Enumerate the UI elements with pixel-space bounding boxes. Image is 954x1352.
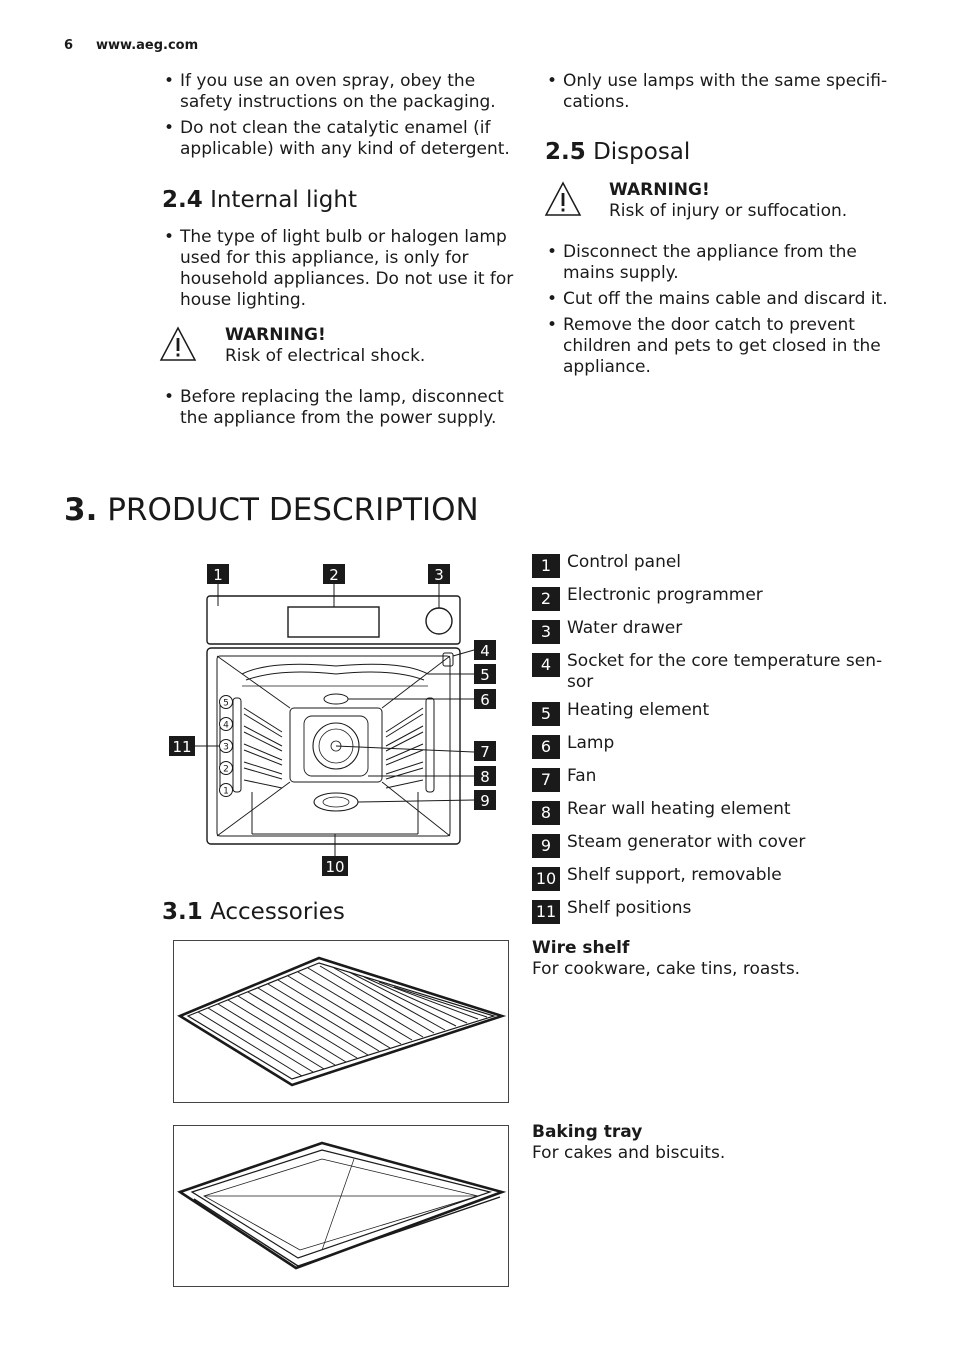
legend-item [532, 585, 892, 611]
legend-label: Shelf positions [567, 898, 692, 918]
legend-number: 4 [532, 653, 560, 677]
left-column [162, 71, 518, 165]
list-item: • Disconnect the appliance from the mains supply. [545, 242, 895, 284]
list-item: • Do not clean the catalytic enamel (if applicable) with any kind of detergent. [162, 118, 518, 160]
section-title: Internal light [210, 187, 357, 213]
warning-block [609, 180, 847, 222]
wire-shelf-icon [174, 941, 508, 1102]
callout-11: 11 [172, 738, 192, 756]
section-2-5-heading [545, 138, 690, 166]
legend-item [532, 799, 892, 825]
legend-number: 7 [532, 768, 560, 792]
section-3-heading [64, 490, 479, 530]
legend-label: Control panel [567, 552, 682, 572]
wire-shelf-image [173, 940, 509, 1103]
legend-label: Fan [567, 766, 597, 786]
legend-item [532, 766, 892, 792]
legend-label: Socket for the core temperature sen-sor [567, 651, 883, 692]
callout-9: 9 [480, 792, 490, 810]
legend-number: 9 [532, 834, 560, 858]
wire-shelf-text [532, 938, 912, 980]
warning-title: WARNING! [225, 325, 326, 345]
right-column [545, 71, 895, 118]
callout-6: 6 [480, 691, 490, 709]
accessory-title: Wire shelf [532, 938, 630, 958]
warning-icon [544, 181, 582, 217]
callout-3: 3 [434, 566, 444, 584]
section-2-4-heading [162, 186, 357, 214]
legend-label: Heating element [567, 700, 710, 720]
list-item: • Cut off the mains cable and discard it. [545, 289, 895, 310]
legend-number: 1 [532, 554, 560, 578]
list-item: • Only use lamps with the same specifi-cations. [545, 71, 895, 113]
legend-item [532, 733, 892, 759]
warning-text: Risk of electrical shock. [225, 346, 426, 366]
shelf-position-4: 4 [223, 720, 229, 731]
section-title: PRODUCT DESCRIPTION [107, 492, 479, 528]
programmer-display [288, 607, 379, 637]
legend-item [532, 618, 892, 644]
callout-8: 8 [480, 768, 490, 786]
legend-label: Lamp [567, 733, 615, 753]
baking-tray-icon [174, 1126, 508, 1286]
warning-icon [159, 326, 197, 362]
list-item: • If you use an oven spray, obey the safety instructions on the packaging. [162, 71, 518, 113]
legend-item [532, 651, 892, 693]
legend-number: 2 [532, 587, 560, 611]
list-item: • The type of light bulb or halogen lamp used for this appliance, is only for household appliances. Do not use it for house lighting. [162, 227, 518, 311]
shelf-position-markers [220, 696, 233, 797]
section-2-4-bullets-after [162, 387, 518, 434]
section-2-4-bullets [162, 227, 518, 316]
legend-item [532, 865, 892, 891]
shelf-position-5: 5 [223, 698, 229, 709]
legend-number: 10 [532, 867, 560, 891]
callout-4: 4 [480, 642, 490, 660]
callout-5: 5 [480, 666, 490, 684]
legend-number: 8 [532, 801, 560, 825]
baking-tray-text [532, 1122, 912, 1164]
list-item: • Remove the door catch to prevent children and pets to get closed in the appliance. [545, 315, 895, 378]
legend-item [532, 552, 892, 578]
legend-number: 6 [532, 735, 560, 759]
callout-7: 7 [480, 743, 490, 761]
section-number: 3. [64, 492, 98, 528]
section-number: 3.1 [162, 899, 203, 925]
site-url: www.aeg.com [96, 38, 199, 53]
component-legend [532, 552, 892, 931]
legend-label: Electronic programmer [567, 585, 763, 605]
legend-item [532, 700, 892, 726]
accessory-title: Baking tray [532, 1122, 643, 1142]
section-title: Accessories [210, 899, 345, 925]
legend-label: Rear wall heating element [567, 799, 791, 819]
legend-number: 3 [532, 620, 560, 644]
shelf-position-2: 2 [223, 764, 229, 775]
section-number: 2.4 [162, 187, 203, 213]
callout-10: 10 [325, 858, 345, 876]
baking-tray-image [173, 1125, 509, 1287]
legend-item [532, 898, 892, 924]
legend-label: Water drawer [567, 618, 683, 638]
accessory-description: For cookware, cake tins, roasts. [532, 959, 801, 979]
warning-title: WARNING! [609, 180, 710, 200]
legend-number: 5 [532, 702, 560, 726]
section-title: Disposal [593, 139, 691, 165]
legend-item [532, 832, 892, 858]
callout-1: 1 [213, 566, 223, 584]
legend-label: Steam generator with cover [567, 832, 806, 852]
accessory-description: For cakes and biscuits. [532, 1143, 726, 1163]
callout-2: 2 [329, 566, 339, 584]
oven-diagram [160, 556, 505, 881]
water-drawer-knob [426, 608, 452, 634]
shelf-position-1: 1 [223, 786, 229, 797]
shelf-position-3: 3 [223, 742, 229, 753]
warning-text: Risk of injury or suffocation. [609, 201, 848, 221]
section-3-1-heading [162, 898, 345, 926]
legend-label: Shelf support, removable [567, 865, 782, 885]
section-2-5-bullets [545, 242, 895, 383]
warning-block [225, 325, 425, 367]
section-number: 2.5 [545, 139, 586, 165]
bullets-top-left [162, 71, 518, 160]
list-item: • Before replacing the lamp, disconnect the appliance from the power supply. [162, 387, 518, 429]
page-number: 6 [64, 38, 74, 53]
legend-number: 11 [532, 900, 560, 924]
